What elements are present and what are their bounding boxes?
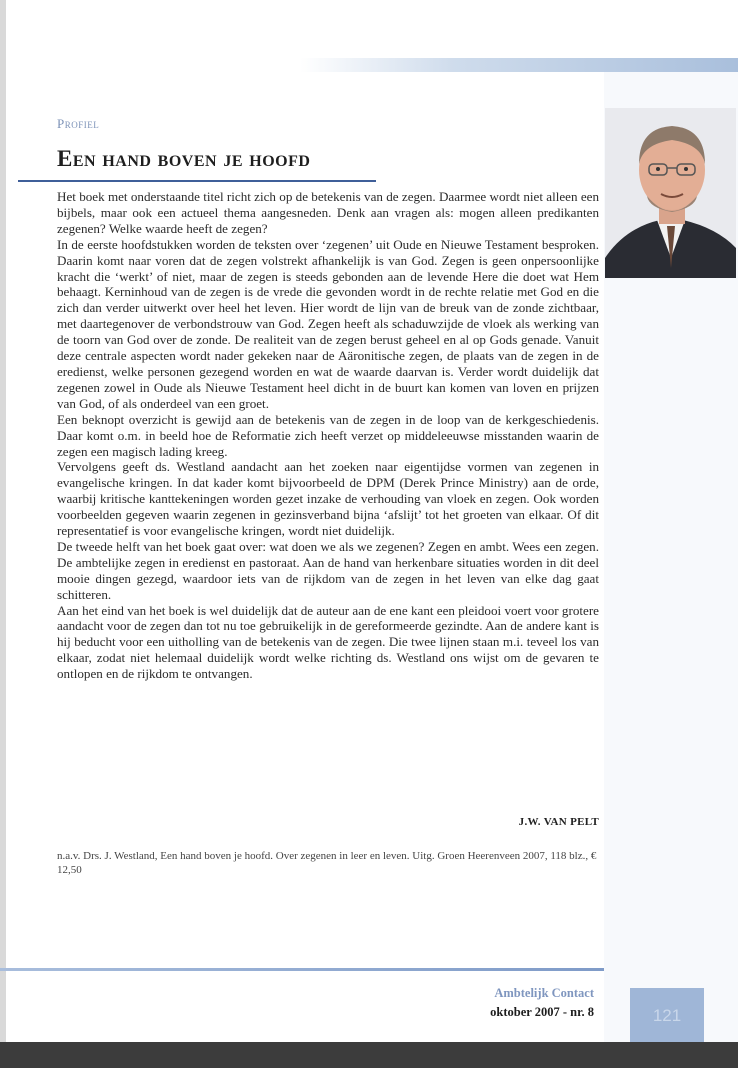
- body-paragraph: Aan het eind van het boek is wel duidelijk dat de auteur aan de ene kant een pleidooi voert voor grotere aandacht voor de zegen dan tot nu toe gebruikelijk in de gereformeerde gezindte. Aan de andere kant is hij beducht voor een uitholling van de betekenis van de zegen. Die twee lijnen staan m.i. teveel los van elkaar, zodat niet helemaal duidelijk wordt welke richting ds. Westland ons wijst om de gevaren te ontlopen en de rijkdom te ontvangen.: [57, 602, 599, 682]
- title-underline: [18, 180, 376, 182]
- body-paragraph: Het boek met onderstaande titel richt zich op de betekenis van de zegen. Daarmee wordt niet alleen een bijbels, maar ook een actueel thema aangesneden. Denk aan vragen als: mogen alleen predikanten zegenen? Welke waarde heeft de zegen?: [57, 189, 599, 236]
- scan-bottom-edge: [0, 1042, 738, 1068]
- body-paragraph: De tweede helft van het boek gaat over: wat doen we als we zegenen? Zegen en ambt. Wees een zegen. De ambtelijke zegen in eredienst en pastoraat. Aan de hand van herkenbare situaties worden in dit deel mooie dingen gezegd, waardoor iets van de rijkdom van de zegen in het leven van elke dag gaat schitteren.: [57, 538, 599, 602]
- article-title: Een hand boven je hoofd: [57, 146, 311, 171]
- book-reference: n.a.v. Drs. J. Westland, Een hand boven je hoofd. Over zegenen in leer en leven. Uitg. Groen Heerenveen 2007, 118 blz., € 12,50: [57, 850, 597, 876]
- footer-rule: [0, 968, 604, 971]
- author-portrait-photo: [605, 108, 736, 278]
- top-margin: [0, 0, 738, 16]
- page-left-edge: [0, 0, 6, 1068]
- body-paragraph: Een beknopt overzicht is gewijd aan de betekenis van de zegen in de loop van de kerkgeschiedenis. Daar komt o.m. in beeld hoe de Reformatie zich heeft verzet op middeleeuwse misstanden waarin de zegen een magisch lading kreeg.: [57, 411, 599, 459]
- body-paragraph: In de eerste hoofdstukken worden de teksten over ‘zegenen’ uit Oude en Nieuwe Testament besproken. Daarin komt naar voren dat de zegen volstrekt afhankelijk is van God. Zegen is geen onpersoonlijke kracht die ‘werkt’ of niet, maar de zegen is steeds gebonden aan de levende Here die doet wat Hem behaagt. Kerninhoud van de zegen is de vrede die gevonden wordt in de rechte relatie met God en die zich dan verder uitwerkt over heel het leven. Hier wordt de lijn van de breuk van de zonde zichtbaar, met daartegenover de verbondstrouw van God. Zegen heeft als schaduwzijde de vloek als werking van de toorn van God over de zonde. De realiteit van de zegen berust geheel en al op Gods genade. Vanuit deze centrale aspecten wordt nader gekeken naar de Aäronitische zegen, de plaats van de zegen in de eredienst, welke personen gezegend worden en wat de waarde daarvan is. Verder wordt duidelijk dat zegenen zowel in Oude als Nieuwe Testament heel dicht in de buurt kan komen van loven en prijzen van God, of als onderdeel van een groet.: [57, 236, 599, 411]
- header-color-band: [300, 58, 738, 72]
- author-signature: J.W. VAN PELT: [518, 816, 599, 828]
- page-number: 121: [630, 988, 704, 1044]
- article-body: [57, 189, 599, 682]
- issue-date: oktober 2007 - nr. 8: [490, 1005, 594, 1019]
- section-label: Profiel: [57, 116, 100, 131]
- portrait-illustration: [605, 108, 736, 278]
- magazine-name: Ambtelijk Contact: [494, 986, 594, 1000]
- body-paragraph: Vervolgens geeft ds. Westland aandacht aan het zoeken naar eigentijdse vormen van zegenen in evangelische kringen. In dat kader komt bijvoorbeeld de DPM (Derek Prince Ministry) aan de orde, waarbij kritische kanttekeningen worden gezet inzake de verhouding van vloek en zegen. Ook worden voorbeelden gegeven waarin zegenen in gezinsverband bijna ‘afslijt’ tot het groeten van elkaar. Of dit representatief is voor evangelische kringen, wordt niet duidelijk.: [57, 459, 599, 539]
